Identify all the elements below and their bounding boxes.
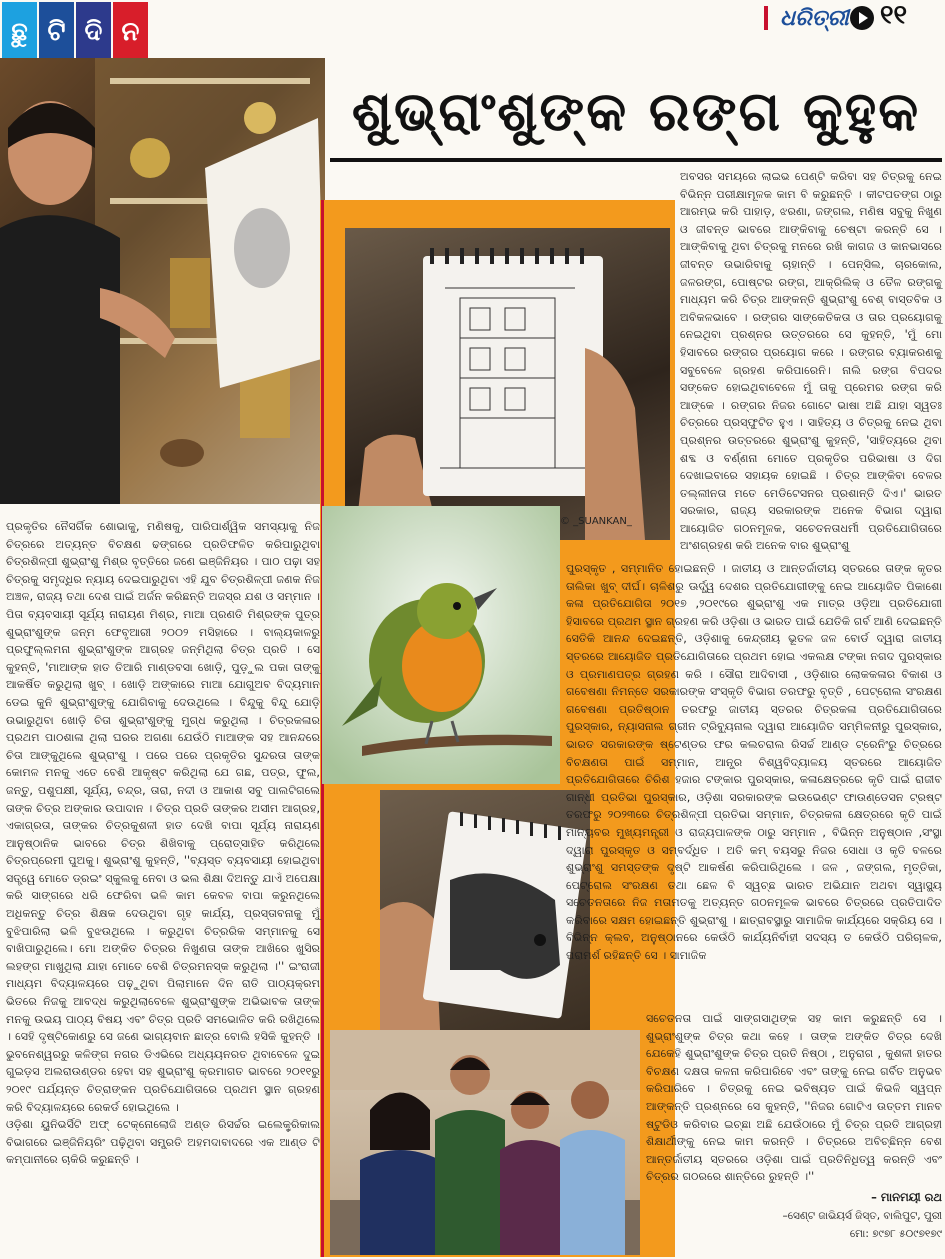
- page-number: ୧୧: [880, 0, 908, 30]
- title-rule: [330, 158, 942, 162]
- article-body-right-top: ଅବସର ସମୟରେ ଲାଇଭ ପେଣ୍ଟି କରିବା ସହ ଚିତ୍ରକୁ ନେଇ ବିଭିନ୍ନ ପରୀକ୍ଷାମୂଳକ କାମ ବି କରୁଛନ୍ତି । କୀଟପତଙ୍ଗ ଠାରୁ ଆରମ୍ଭ କରି ପାହାଡ଼, ଝରଣା, ଜଙ୍ଗଲ, ମଣିଷ ସବୁକୁ ନିଖୁଣ ଓ ଜୀବନ୍ତ ଭାବରେ ଆଙ୍କିବାକୁ ଚେଷ୍ଟା କରନ୍ତି ସେ । ଆଙ୍କିବାକୁ ଥିବା ଚିତ୍ରକୁ ମନରେ ରଖି କାଗଜ ଓ କାନଭାସରେ ଜୀବନ୍ତ ଉଭାରିବାକୁ ଚାହାନ୍ତି । ପେନ୍‌ସିଲ, ଚାରକୋଲ, ଜଳରଙ୍ଗ, ପୋଷ୍ଟର ରଙ୍ଗ, ଆକ୍ରିଲିକ୍ ଓ ତୈଳ ରଙ୍ଗକୁ ମାଧ୍ୟମ କରି ଚିତ୍ର ଆଙ୍କନ୍ତି ଶୁଭ୍ରାଂଶୁ ବେଶ୍ ବାସ୍ତବିକ ଓ ଅବିକଳଭାବେ । ରଙ୍ଗର ସାଙ୍କେତିକତା ଓ ତାର ପ୍ରୟୋଗକୁ ନେଇଥିବା ପ୍ରଶ୍ନର ଉତ୍ତରରେ ସେ କୁହନ୍ତି, 'ମୁଁ ମୋ ହିସାବରେ ରଙ୍ଗର ପ୍ରୟୋଗ କରେ । ରଙ୍ଗର ବ୍ୟାକରଣକୁ ସବୁବେଳେ ଗ୍ରହଣ କରିପାରେନି। ନାଲି ରଙ୍ଗ ବିପଦର ସଙ୍କେତ ହୋଇଥିବାବେଳେ ମୁଁ ତାକୁ ପ୍ରେମର ରଙ୍ଗ କରି ଆଙ୍କେ । ରଙ୍ଗର ନିଜର ଗୋଟେ ଭାଷା ଅଛି ଯାହା ସ୍ୱତଃ ଚିତ୍ରରେ ପ୍ରସ୍ଫୁଟିତ ହୁଏ । ସାହିତ୍ୟ ଓ ଚିତ୍ରକୁ ନେଇ ଥିବା ପ୍ରଶ୍ନର ଉତ୍ତରରେ ଶୁଭ୍ରାଂଶୁ କୁହନ୍ତି, 'ସାହିତ୍ୟରେ ଥିବା ଶବ୍ଦ ଓ ବର୍ଣ୍ଣନା ମୋତେ ପ୍ରକୃତିର ପରିଭାଷା ଓ ଦିଗ ଦେଖାଇବାରେ ସହାୟକ ହୋଇଛି । ଚିତ୍ର ଆଙ୍କିବା ବେଳର ତଲ୍ଲୀନତା ମତେ ମେଡିଟେସନର ପ୍ରଶାନ୍ତି ଦିଏ।' ଭାରତ ସରକାର, ରାଜ୍ୟ ସରକାରଙ୍କ ଅନେକ ବିଭାଗ ଦ୍ୱାରା ଆୟୋଜିତ ଗଠନମୂଳକ, ସଚେତନତାଧର୍ମୀ ପ୍ରତିଯୋଗିତାରେ ଅଂଶଗ୍ରହଣ କରି ଅନେକ ବାର ଶୁଭ୍ରାଂଶୁ: [680, 170, 942, 553]
- brand-logo: ଧରିତ୍ରୀ: [780, 5, 849, 31]
- section-tile-3: ଦି: [76, 2, 111, 62]
- section-tile-4: ନ: [113, 2, 148, 62]
- photo-bear-sketch: [380, 790, 590, 1030]
- photo-watermark: © _SUANKAN_: [560, 516, 632, 527]
- article-body-left: ପ୍ରକୃତିର ନୈସର୍ଗିକ ଶୋଭାକୁ, ମଣିଷକୁ, ପାରିପାର୍ଶ୍ୱିକ ସମସ୍ୟାକୁ ନିଜ ଚିତ୍ରରେ ଅତ୍ୟନ୍ତ ବିଚକ୍ଷଣ ଢଙ୍ଗରେ ପ୍ରତିଫଳିତ କରିପାରୁଥିବା ଚିତ୍ରଶିଳ୍ପୀ ଶୁଭ୍ରାଂଶୁ ମିଶ୍ର ବୃତ୍ତିରେ ଜଣେ ଇଞ୍ଜିନିୟର । ପାଠ ପଢ଼ା ସହ ଚିତ୍ରକୁ ସମୃଦ୍ଧିର ନ୍ୟାୟ ଦେଇପାରୁଥିବା ଏହି ଯୁବ ଚିତ୍ରଶିଳ୍ପୀ ଜଣକ ନିଜ ଅଞ୍ଚଳ, ରାଜ୍ୟ ତଥା ଦେଶ ପାଇଁ ଅର୍ଜନ କରିଛନ୍ତି ଅଜସ୍ର ଯଶ ଓ ସମ୍ମାନ । ପିତା ବ୍ୟବସାୟୀ ସୂର୍ଯ୍ୟ ନାରାୟଣ ମିଶ୍ର, ମାଆ ପ୍ରଣତି ମିଶ୍ରଙ୍କ ପୁତ୍ର ଶୁଭ୍ରାଂଶୁଙ୍କ ଜନ୍ମ ଫେବୃଆରୀ ୨୦୦୨ ମସିହାରେ । ବାଲ୍ୟକାଳରୁ ପ୍ରଫୁଲ୍ଲମନା ଶୁଭ୍ରାଂଶୁଙ୍କ ଆଗ୍ରହ ଜନ୍ମିଥିଲା ଚିତ୍ର ପ୍ରତି । ସେ କୁହନ୍ତି, 'ମାଆଙ୍କ ହାତ ତିଆରି ମାଣ୍ଡବସା ଖୋଡ଼ି, ପୁଡ଼ୁଲ ପକା ତାଙ୍କୁ ଆକର୍ଷିତ କରୁଥିଲା ଖୁବ୍ । ଖୋଡ଼ି ଅଙ୍କାରେ ମାଆ ଯୋଗୁଅବ ବିଦ୍ୟମାନ ଡେଇ କୁନି ଶୁଭ୍ରାଂଶୁଙ୍କୁ ଯୋଗିବାକୁ ଦେଉଥିଲେ । ବିନ୍ଦୁକୁ ବିନ୍ଦୁ ଯୋଡ଼ି ଉଭାରୁଥିବା ଖୋଡ଼ି ଚିତା ଶୁଭ୍ରାଂଶୁଙ୍କୁ ମୁଗ୍ଧ କରୁଥିଲା । ଚିତ୍ରକଳାର ପ୍ରଥମ ପାଠଶାଳା ଥିଲା ଘରର ଅଗଣା ଯେଉଁଠି ମାଆଙ୍କ ସହ ଆନନ୍ଦରେ ଚିତା ଆଙ୍କୁଥିଲେ ଶୁଭ୍ରାଂଶୁ । ପରେ ପରେ ପ୍ରକୃତିର ସୁନ୍ଦରତା ତାଙ୍କ କୋମଳ ମନକୁ ଏତେ ବେଶି ଆକୃଷ୍ଟ କରିଥିଲା ଯେ ଗଛ, ପତ୍ର, ଫୁଲ, ଜନ୍ତୁ, ପଶୁପକ୍ଷୀ, ସୂର୍ଯ୍ୟ, ଚନ୍ଦ୍ର, ତାରା, ନଦୀ ଓ ଆକାଶ ସବୁ ପାଲଟିଗଲେ ତାଙ୍କ ଚିତ୍ର ଅଙ୍କାର ଉପାଦାନ । ଚିତ୍ର ପ୍ରତି ତାଙ୍କର ଅସୀମ ଆଗ୍ରହ, ଏକାଗ୍ରତା, ତାଙ୍କର ଚିତ୍ରକୁଶଳୀ ହାତ ଦେଖି ବାପା ସୂର୍ଯ୍ୟ ନାରାୟଣ ଆନୁଷ୍ଠାନିକ ଭାବରେ ଚିତ୍ର ଶିଖିବାକୁ ପ୍ରୋତ୍ସାହିତ କରିଥିଲେ ଚିତ୍ରପ୍ରେମୀ ପୁଅକୁ। ଶୁଭ୍ରାଂଶୁ କୁହନ୍ତି, ''ବ୍ୟସ୍ତ ବ୍ୟବସାୟୀ ହୋଇଥିବା ସତ୍ତ୍ୱେ ମୋତେ ଡ୍ରଇଂ ସ୍କୁଲକୁ ନେବା ଓ ଭଲ ଶିକ୍ଷା ଦିଅନ୍ତୁ ଯାଏଁ ଅପେକ୍ଷା କରି ସାଙ୍ଗରେ ଧରି ଫେରିବା ଭଳି କାମ କେବଳ ବାପା କରୁନଥିଲେ ଅଧିକନ୍ତୁ ଚିତ୍ର ଶିକ୍ଷକ ଦେଉଥିବା ଗୃହ କାର୍ଯ୍ୟ, ପ୍ରସ୍ତାବନାକୁ ମୁଁ ବୁଝିପାରିଲା ଭଳି ବୁଝଉଥିଲେ । କରୁଥିବା ଚିତ୍ରରିକ ସମ୍ମାନକୁ ସେ ବାଖିପାରୁଥିଲେ। ମୋ ଅଙ୍କିତ ଚିତ୍ରର ନିଖୁଣତା ତାଙ୍କ ଆଖିରେ ଖୁସିର ଲହଙ୍ଗ ମାଖୁଥିଲା ଯାହା ମୋତେ ବେଶି ଚିତ୍ରମନସ୍କ କରୁଥିଲା ।'' ଇଂରାଜୀ ମାଧ୍ୟମ ବିଦ୍ୟାଳୟରେ ପଢ଼ୁଥିବା ପିଲାମାନେ ଦିନ ରାତି ପାଠ୍ୟକ୍ରମ ଭିତରେ ନିଜକୁ ଆବଦ୍ଧ କରୁଥିଲାବେଳେ ଶୁଭ୍ରାଂଶୁଙ୍କ ଅଭିଭାବକ ତାଙ୍କ ମନକୁ ଉଭୟ ପାଠ୍ୟ ବିଷୟ ଏବଂ ଚିତ୍ର ପ୍ରତି ସମଭୋଳିତ କରି ରଖିଥିଲେ । ସେହି ଦୃଷ୍ଟିକୋଣରୁ ସେ ଜଣେ ଭାଗ୍ୟବାନ ଛାତ୍ର ବୋଲି ହସିକି କୁହନ୍ତି । ଭୁବନେଶ୍ୱରରୁ କଳିଙ୍ଗ ନଗର ଡିଏଭିରେ ଅଧ୍ୟୟନରତ ଥିବାବେଳେ ଦୁଇ ଗୁଇଡ଼ସ ଅଲରାଉଣ୍ଡର ହେବା ସହ ଶୁଭ୍ରାଂଶୁ କ୍ରମାଗତ ଭାବରେ ୨୦୧୧ରୁ ୨୦୧୯ ପର୍ଯ୍ୟନ୍ତ ଚିତ୍ରାଙ୍କନ ପ୍ରତିଯୋଗିତାରେ ପ୍ରଥମ ସ୍ଥାନ ଗ୍ରହଣ କରି ବିଦ୍ୟାଳୟରେ ରେକର୍ଡ ହୋଇଥିଲେ । ଓଡ଼ିଶା ୟୁନିଭର୍ସିଟି ଅଫ୍ ଟେକ୍ନୋଲୋଜି ଅଣ୍ଡ ରିସର୍ଚ୍ଚର ଇଲେକ୍ଟ୍ରିକାଲ ବିଭାଗରେ ଇଞ୍ଜିନିୟରିଂ ପଢ଼ିଥିବା ସମ୍ପ୍ରତି ଅହମଦାବାଦରେ ଏକ ଆଣ୍ଡ ଟି କମ୍ପାନୀରେ ଚାକିରି କରୁଛନ୍ତି ।: [6, 520, 320, 1167]
- article-body-right-mid: ପୁରସ୍କୃତ , ସମ୍ମାନିତ ହୋଇଛନ୍ତି । ଜାତୀୟ ଓ ଆନ୍ତର୍ଜାତୀୟ ସ୍ତରରେ ତାଙ୍କ କୃତର ତାଲିକା ଖୁବ୍ ଦୀର୍ଘ। ଚାଳିଶରୁ ଊର୍ଦ୍ଧ୍ୱ ଦେଶର ପ୍ରତିଯୋଗୀଙ୍କୁ ନେଇ ଆୟୋଜିତ ପିକାଶୋ କଳା ପ୍ରତିଯୋଗିତା ୨୦୧୭ ,୨୦୧୯ରେ ଶୁଭ୍ରାଂଶୁ ଏକ ମାତ୍ର ଓଡ଼ିଆ ପ୍ରତିଯୋଗୀ ହିସାବରେ ପ୍ରଥମ ସ୍ଥାନ ଗ୍ରହଣ କରି ଓଡ଼ିଶା ଓ ଭାରତ ପାଇଁ ଯେତିକି ଗର୍ବ ଆଣି ଦେଇଛନ୍ତି ସେତିକି ଆନନ୍ଦ ଦେଇଛନ୍ତି, ଓଡ଼ିଶାକୁ କେନ୍ଦ୍ରୀୟ ଭୂତଳ ଜଳ ବୋର୍ଡ ଦ୍ୱାରା ଜାତୀୟ ସ୍ତରରେ ଆୟୋଜିତ ପ୍ରତିଯୋଗିତାରେ ପ୍ରଥମ ହୋଇ ଏକଲକ୍ଷ ଟଙ୍କା ନଗଦ ପୁରସ୍କାର ଓ ପ୍ରମାଣପତ୍ର ଗ୍ରହଣ କରି । ସୌରା ଆଦିବାସୀ , ଓଡ଼ିଶାର ଲୋକକଳାର ବିକାଶ ଓ ଗବେଷଣା ନିମନ୍ତେ ସରକାରଙ୍କ ସଂସ୍କୃତି ବିଭାଗ ତରଫରୁ ବୃତ୍ତି , ପେଟ୍ରୋଲ ସଂରକ୍ଷଣ ଗବେଷଣା ପ୍ରତିଷ୍ଠାନ ତରଫରୁ ଜାତୀୟ ସ୍ତରର ଚିତ୍ରକଳା ପ୍ରତିଯୋଗିତାରେ ପୁରସ୍କାର, ନ୍ୟାସନାଲ ଗ୍ରୀନ ଟ୍ରିବ୍ୟୁନାଲ ଦ୍ୱାରା ଆୟୋଜିତ ସମ୍ମିଳନୀରୁ ପୁରସ୍କାର, ଭାରତ ସରକାରଙ୍କ ଷ୍ଟେଣ୍ଡର ଫର କଲଚରାଲ ରିସର୍ଚ୍ଚ ଆଣ୍ଡ ଟ୍ରେନିଂରୁ ଚିତ୍ରରେ ବିଚକ୍ଷଣତା ପାଇଁ ସମ୍ମାନ, ଆନ୍ଧ୍ର ବିଶ୍ୱବିଦ୍ୟାଳୟ ସ୍ତରରେ ଆୟୋଜିତ ପ୍ରତିଯୋଗିତାରେ ଚିରିଶ ହଜାର ଟଙ୍କାର ପୁରସ୍କାର, କଳାକ୍ଷେତ୍ରରେ କୃତି ପାଇଁ ରାଜୀବ ଗାନ୍ଧୀ ପ୍ରତିଭା ପୁରସ୍କାର, ଓଡ଼ିଶା ସରକାରଙ୍କ ଇଉଭେଣ୍ଟ ଫାଉଣ୍ଡେସନ ଟ୍ରଷ୍ଟ ତରଫରୁ ୨୦୨୩ରେ ଚିତ୍ରଶିଳ୍ପୀ ପ୍ରତିଭା ସମ୍ମାନ, ଚିତ୍ରକଳା କ୍ଷେତ୍ରରେ କୃତି ପାଇଁ ମାନ୍ୟବର ମୁଖ୍ୟମନ୍ତ୍ରୀ ଓ ରାଜ୍ୟପାଳଙ୍କ ଠାରୁ ସମ୍ମାନ , ବିଭିନ୍ନ ଅନୁଷ୍ଠାନ ,ସଂସ୍ଥା ଦ୍ୱାରା ପୁରସ୍କୃତ ଓ ସମ୍ବର୍ଦ୍ଧିତ । ଅତି କମ୍ ବୟସରୁ ନିଜର ସୋଧା ଓ କୃତି ବଳରେ ଶୁଭ୍ରାଂଶୁ ସମସ୍ତଙ୍କ ଦୃଷ୍ଟି ଆକର୍ଷଣ କରିପାରିଥିଲେ । ଜଳ , ଜଙ୍ଗଲ, ମୃତ୍ତିକା, ପେଟ୍ରୋଲ ସଂରକ୍ଷଣ ତଥା ଛେଳ ବି ସ୍ୱଚ୍ଛ ଭାରତ ଅଭିଯାନ ଅଥବା ସ୍ୱାସ୍ଥ୍ୟ ସଚେତନତାରେ ନିଜ ମତାମତକୁ ଅତ୍ୟନ୍ତ ଗଠନମୂଳକ ଭାବରେ ଚିତ୍ରରେ ପ୍ରତିପାଦିତ କରିବାରେ ସକ୍ଷମ ହୋଇଛନ୍ତି ଶୁଭ୍ରାଂଶୁ । ଛାତ୍ରାବସ୍ଥାରୁ ସାମାଜିକ କାର୍ଯ୍ୟରେ ସକ୍ରିୟ ସେ । ବିଭିନ୍ନ କ୍ଲବ, ଅନୁଷ୍ଠାନରେ କେଉଁଠି କାର୍ଯ୍ୟନିର୍ବାହୀ ସଦସ୍ୟ ତ କେଉଁଠି ପରିଚାଳକ, ପରାମର୍ଶ ରହିଛନ୍ତି ସେ । ସାମାଜିକ: [566, 562, 942, 963]
- author-name: – ମାନମୟୀ ରଥ: [871, 1190, 942, 1204]
- photo-artist-painting: [0, 58, 325, 504]
- section-tile-1: ଛୁ: [2, 2, 37, 62]
- article-column-right-bottom: [646, 1010, 942, 1184]
- author-address: –ସେଣ୍ଟ ଜାଭିୟର୍ସ ଜିସ୍ତ, ବାଲିପୁଟ, ପୁରୀ: [782, 1210, 942, 1222]
- photo-bird-painting: [322, 506, 560, 784]
- article-column-right-mid: [566, 560, 942, 1010]
- author-phone: ମୋ: ୭୯୭୮ ୫୦୯୭୧୭୯: [849, 1228, 942, 1240]
- article-body-right-bottom: ସଚେତନତା ପାଇଁ ସାଙ୍ଗସାଥିଙ୍କ ସହ କାମ କରୁଛନ୍ତି ସେ । ଶୁଭ୍ରାଂଶୁଙ୍କ ଚିତ୍ର କଥା କହେ । ତାଙ୍କ ଅଙ୍କିତ ଚିତ୍ର ଦେଖି ଯେକେହି ଶୁଭ୍ରାଂଶୁଙ୍କ ଚିତ୍ର ପ୍ରତି ନିଷ୍ଠା , ଅନୁରାଗ , କୁଶଳୀ ହାତର ବିଚକ୍ଷଣ ଦକ୍ଷତା କଳନା କରିପାରିବେ ଏବଂ ତାଙ୍କୁ ନେଇ ଗର୍ବିତ ଅନୁଭବ କରିପାରିବେ । ଚିତ୍ରକୁ ନେଇ ଭବିଷ୍ୟତ ପାଇଁ କିଭଳି ସ୍ୱପ୍ନ ଆଙ୍କନ୍ତି ପ୍ରଶ୍ନରେ ସେ କୁହନ୍ତି, ''ନିଜର ଗୋଟିଏ ଉତ୍ତମ ମାନବ ଷ୍ଟୁଡିଓ କରିବାର ଇଚ୍ଛା ଅଛି ଯେଉଁଠାରେ ମୁଁ ଚିତ୍ର ପ୍ରତି ଆଗ୍ରହୀ ଶିକ୍ଷାର୍ଥୀଙ୍କୁ ନେଇ କାମ କରନ୍ତି । ଚିତ୍ରରେ ଅବିଚ୍ଛିନ୍ନ ବେଶ ଆନ୍ତର୍ଜାତୀୟ ସ୍ତରରେ ଓଡ଼ିଶା ପାଇଁ ପ୍ରତିନିଧିତ୍ୱ କରନ୍ତି ଏବଂ ଚିତ୍ରର ଗଠରରେ ଶାନ୍ତିରେ ରୁହନ୍ତି ।'': [646, 1012, 942, 1184]
- photo-family: [330, 1030, 640, 1255]
- photo-building-sketch: [345, 228, 670, 540]
- article-title: ଶୁଭ୍ରାଂଶୁଙ୍କ ରଙ୍ଗ କୁହୁକ: [351, 80, 921, 143]
- article-column-right-top: [680, 168, 942, 558]
- brand-bar: [764, 6, 768, 30]
- article-column-left: [6, 518, 320, 1248]
- play-icon: [850, 6, 874, 30]
- section-tile-2: ଟି: [39, 2, 74, 62]
